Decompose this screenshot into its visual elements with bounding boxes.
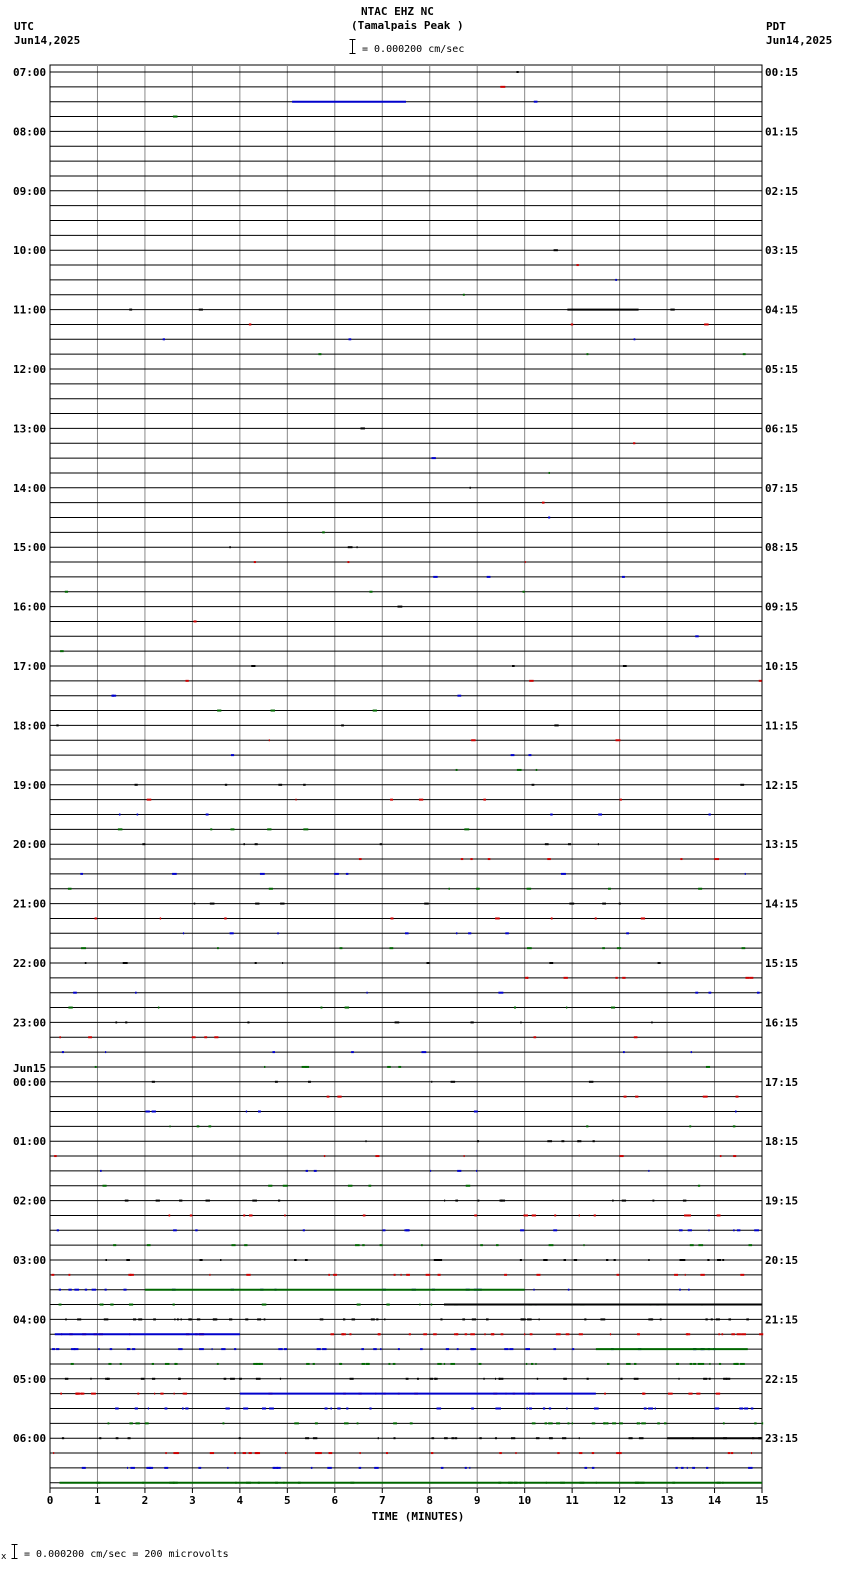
right-hour-label: 17:15 bbox=[765, 1075, 799, 1089]
right-hour-label: 20:15 bbox=[765, 1254, 799, 1267]
left-hour-label: 21:00 bbox=[13, 897, 47, 911]
x-tick-label: 8 bbox=[426, 1494, 434, 1507]
right-hour-label: 02:15 bbox=[765, 184, 799, 198]
right-hour-label: 22:15 bbox=[765, 1372, 799, 1386]
right-hour-label: 11:15 bbox=[765, 719, 799, 733]
right-hour-label: 15:15 bbox=[765, 957, 799, 970]
x-tick-label: 11 bbox=[565, 1494, 579, 1507]
right-hour-label: 00:15 bbox=[765, 66, 799, 79]
left-hour-label: 09:00 bbox=[13, 184, 47, 198]
left-hour-label: 18:00 bbox=[13, 719, 47, 733]
right-hour-label: 04:15 bbox=[765, 303, 799, 317]
left-hour-label: 16:00 bbox=[13, 600, 47, 614]
right-hour-label: 05:15 bbox=[765, 363, 799, 376]
x-axis bbox=[47, 1488, 769, 1523]
x-tick-label: 0 bbox=[46, 1494, 54, 1507]
x-tick-label: 2 bbox=[141, 1494, 149, 1507]
x-tick-label: 15 bbox=[755, 1494, 769, 1507]
left-hour-label: 08:00 bbox=[13, 125, 47, 139]
x-tick-label: 3 bbox=[189, 1494, 196, 1507]
right-hour-label: 01:15 bbox=[765, 125, 799, 139]
station-title: NTAC EHZ NC bbox=[361, 5, 434, 18]
right-hour-label: 12:15 bbox=[765, 778, 799, 792]
left-hour-label: 22:00 bbox=[13, 957, 47, 970]
left-date: Jun14,2025 bbox=[14, 34, 81, 47]
left-hour-label: 23:00 bbox=[13, 1016, 47, 1030]
left-hour-label: 19:00 bbox=[13, 778, 47, 792]
left-hour-label: 12:00 bbox=[13, 363, 47, 376]
left-timezone: UTC bbox=[14, 20, 34, 33]
left-hour-label: 01:00 bbox=[13, 1135, 47, 1149]
x-tick-label: 13 bbox=[660, 1494, 674, 1507]
right-hour-label: 14:15 bbox=[765, 897, 799, 911]
right-date: Jun14,2025 bbox=[766, 34, 833, 47]
left-hour-label: 06:00 bbox=[13, 1432, 47, 1446]
left-hour-label: 04:00 bbox=[13, 1313, 47, 1327]
x-tick-label: 10 bbox=[518, 1494, 532, 1507]
left-hour-label: 11:00 bbox=[13, 303, 47, 317]
right-hour-label: 08:15 bbox=[765, 541, 799, 555]
right-hour-label: 03:15 bbox=[765, 244, 799, 258]
right-timezone: PDT bbox=[766, 20, 786, 33]
right-hour-label: 10:15 bbox=[765, 660, 799, 673]
right-hour-label: 23:15 bbox=[765, 1432, 799, 1446]
left-hour-label: 03:00 bbox=[13, 1254, 47, 1267]
right-hour-label: 19:15 bbox=[765, 1194, 799, 1208]
footer-scale-text: = 0.000200 cm/sec = 200 microvolts bbox=[24, 1549, 229, 1560]
left-hour-label: 10:00 bbox=[13, 244, 47, 258]
left-hour-label: 05:00 bbox=[13, 1372, 47, 1386]
left-hour-label: 07:00 bbox=[13, 66, 47, 79]
x-axis-title: TIME (MINUTES) bbox=[371, 1510, 465, 1523]
left-hour-label: 00:00 bbox=[13, 1075, 47, 1089]
x-tick-label: 5 bbox=[284, 1494, 291, 1507]
right-hour-label: 09:15 bbox=[765, 600, 799, 614]
footer-prefix-mark: x bbox=[1, 1552, 7, 1562]
left-hour-label: 20:00 bbox=[13, 838, 47, 852]
right-hour-label: 07:15 bbox=[765, 481, 799, 495]
x-tick-label: 6 bbox=[331, 1494, 339, 1507]
footer-scale-bar-icon bbox=[11, 1544, 18, 1559]
x-tick-label: 1 bbox=[94, 1494, 101, 1507]
x-tick-label: 14 bbox=[707, 1494, 722, 1507]
right-hour-label: 13:15 bbox=[765, 838, 799, 852]
right-hour-label: 06:15 bbox=[765, 422, 799, 436]
x-tick-label: 7 bbox=[378, 1494, 386, 1507]
right-hour-label: 18:15 bbox=[765, 1135, 799, 1149]
x-tick-label: 4 bbox=[236, 1494, 244, 1507]
x-tick-label: 9 bbox=[473, 1494, 481, 1507]
left-hour-label: 17:00 bbox=[13, 660, 47, 673]
x-tick-label: 12 bbox=[612, 1494, 627, 1507]
date-change-label: Jun15 bbox=[13, 1061, 47, 1075]
right-hour-label: 16:15 bbox=[765, 1016, 799, 1030]
left-hour-label: 13:00 bbox=[13, 422, 47, 436]
trace-lines bbox=[50, 72, 763, 1483]
left-hour-label: 15:00 bbox=[13, 541, 47, 555]
left-hour-label: 02:00 bbox=[13, 1194, 47, 1208]
right-hour-label: 21:15 bbox=[765, 1313, 799, 1327]
site-title: (Tamalpais Peak ) bbox=[351, 19, 464, 32]
scale-label: = 0.000200 cm/sec bbox=[362, 44, 465, 55]
left-hour-label: 14:00 bbox=[13, 481, 47, 495]
